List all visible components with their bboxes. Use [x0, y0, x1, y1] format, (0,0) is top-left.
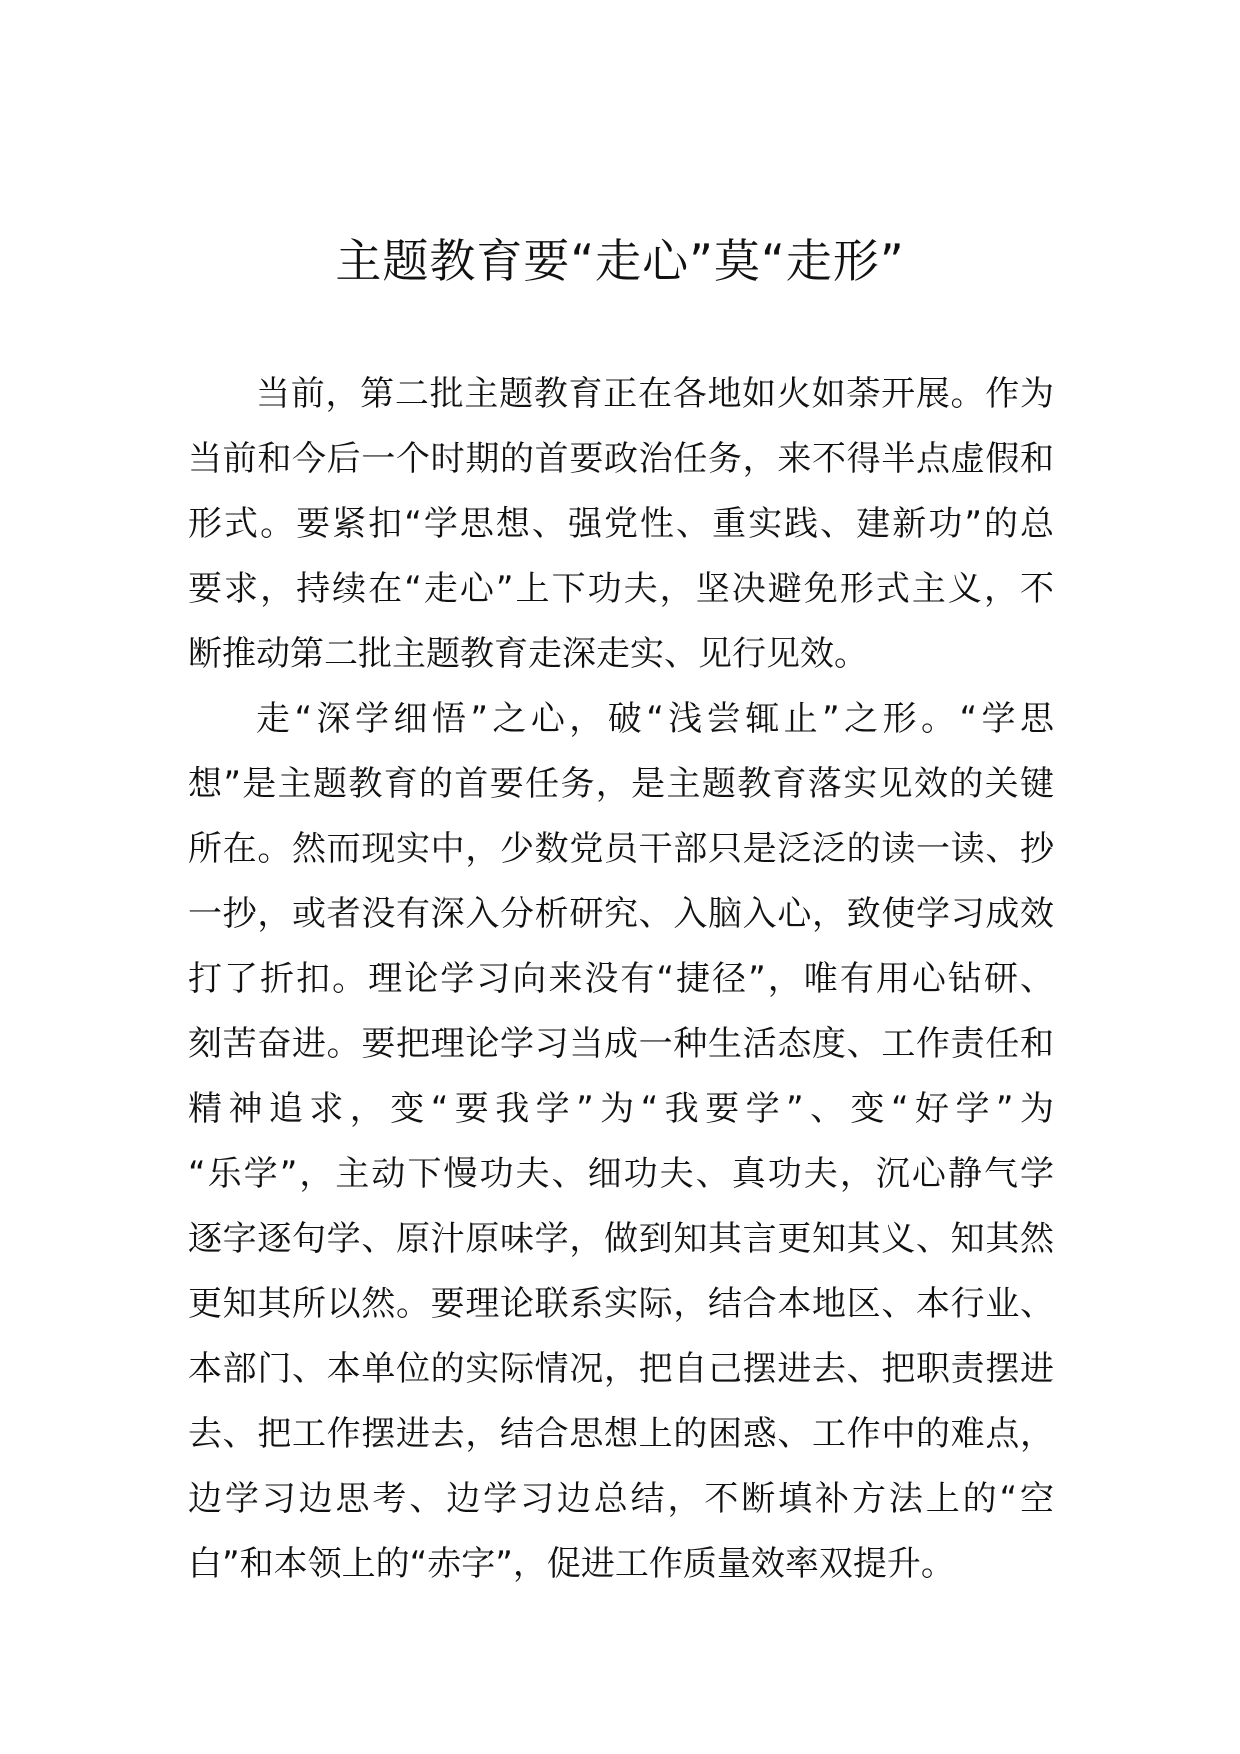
- paragraph-2-line-10: 更知其所以然。要理论联系实际，结合本地区、本行业、: [188, 1284, 1054, 1324]
- paragraph-2-line-3: 所在。然而现实中，少数党员干部只是泛泛的读一读、抄: [188, 829, 1054, 869]
- paragraph-1-line-3: 形式。要紧扣“学思想、强党性、重实践、建新功”的总: [188, 504, 1054, 544]
- paragraph-2-line-9: 逐字逐句学、原汁原味学，做到知其言更知其义、知其然: [188, 1219, 1054, 1259]
- paragraph-2-line-13: 边学习边思考、边学习边总结，不断填补方法上的“空: [188, 1479, 1054, 1519]
- paragraph-2-line-6: 刻苦奋进。要把理论学习当成一种生活态度、工作责任和: [188, 1024, 1054, 1064]
- document-title: 主题教育要“走心”莫“走形”: [335, 234, 905, 288]
- paragraph-2-line-1: 走“深学细悟”之心，破“浅尝辄止”之形。“学思: [256, 699, 1054, 739]
- paragraph-2-line-2: 想”是主题教育的首要任务，是主题教育落实见效的关键: [188, 764, 1054, 804]
- paragraph-2-line-4: 一抄，或者没有深入分析研究、入脑入心，致使学习成效: [188, 894, 1054, 934]
- paragraph-1-line-2: 当前和今后一个时期的首要政治任务，来不得半点虚假和: [188, 439, 1054, 479]
- paragraph-2-line-12: 去、把工作摆进去，结合思想上的困惑、工作中的难点，: [188, 1414, 1054, 1454]
- paragraph-2-line-5: 打了折扣。理论学习向来没有“捷径”，唯有用心钻研、: [188, 959, 1054, 999]
- paragraph-2-line-14: 白”和本领上的“赤字”，促进工作质量效率双提升。: [188, 1544, 955, 1584]
- paragraph-1-line-1: 当前，第二批主题教育正在各地如火如荼开展。作为: [256, 374, 1054, 414]
- paragraph-1-line-4: 要求，持续在“走心”上下功夫，坚决避免形式主义，不: [188, 569, 1054, 609]
- paragraph-2-line-11: 本部门、本单位的实际情况，把自己摆进去、把职责摆进: [188, 1349, 1054, 1389]
- paragraph-2-line-8: “乐学”，主动下慢功夫、细功夫、真功夫，沉心静气学: [188, 1154, 1054, 1194]
- paragraph-2-line-7: 精神追求，变“要我学”为“我要学”、变“好学”为: [188, 1089, 1054, 1129]
- paragraph-1-line-5: 断推动第二批主题教育走深走实、见行见效。: [188, 634, 868, 674]
- document-body: [188, 362, 1054, 1597]
